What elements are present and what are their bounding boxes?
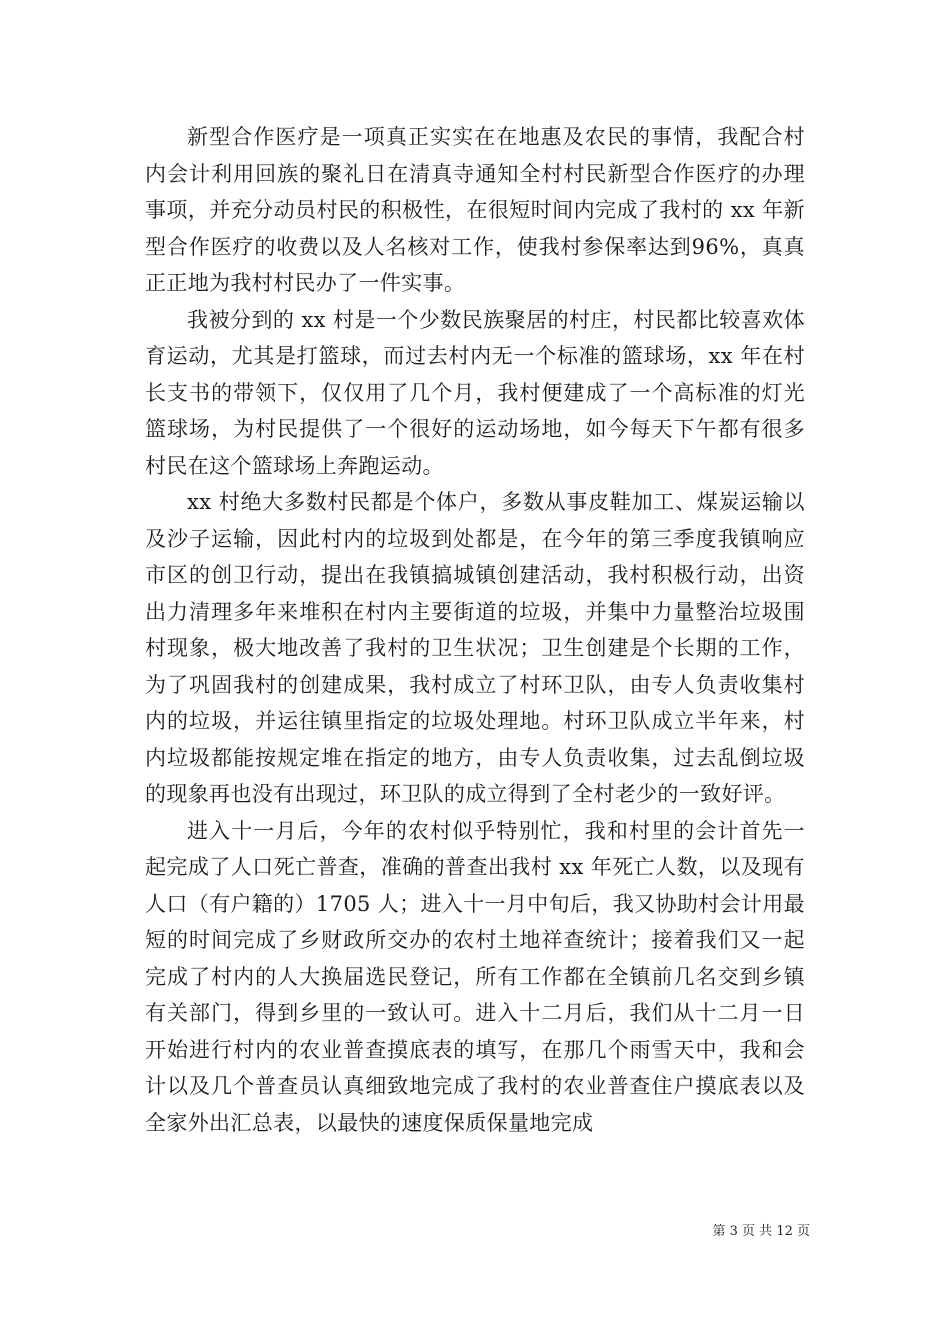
paragraph-medical-insurance: 新型合作医疗是一项真正实实在在地惠及农民的事情，我配合村内会计利用回族的聚礼日在清真寺通知全村村民新型合作医疗的办理事项，并充分动员村民的积极性，在很短时间内完成了我村的 xx 年新型合作医疗的收费以及人名核对工作，使我村参保率达到96%，真真正正地为我村村民办了一件实事。: [145, 125, 805, 295]
paragraph-sanitation: xx 村绝大多数村民都是个体户，多数从事皮鞋加工、煤炭运输以及沙子运输，因此村内的垃圾到处都是，在今年的第三季度我镇响应市区的创卫行动，提出在我镇搞城镇创建活动，我村积极行动，出资出力清理多年来堆积在村内主要街道的垃圾，并集中力量整治垃圾围村现象，极大地改善了我村的卫生状况；卫生创建是个长期的工作，为了巩固我村的创建成果，我村成立了村环卫队，由专人负责收集村内的垃圾，并运往镇里指定的垃圾处理地。村环卫队成立半年来，村内垃圾都能按规定堆在指定的地方，由专人负责收集，过去乱倒垃圾的现象再也没有出现过，环卫队的成立得到了全村老少的一致好评。: [145, 490, 805, 806]
paragraph-basketball-court: 我被分到的 xx 村是一个少数民族聚居的村庄，村民都比较喜欢体育运动，尤其是打篮球，而过去村内无一个标准的篮球场，xx 年在村长支书的带领下，仅仅用了几个月，我村便建成了一个高标准的灯光篮球场，为村民提供了一个很好的运动场地，如今每天下午都有很多村民在这个篮球场上奔跑运动。: [145, 307, 805, 478]
paragraph-census-work: 进入十一月后，今年的农村似乎特别忙，我和村里的会计首先一起完成了人口死亡普查，准确的普查出我村 xx 年死亡人数，以及现有人口（有户籍的）1705 人；进入十一月中旬后，我又协助村会计用最短的时间完成了乡财政所交办的农村土地祥查统计；接着我们又一起完成了村内的人大换届选民登记，所有工作都在全镇前几名交到乡镇有关部门，得到乡里的一致认可。进入十二月后，我们从十二月一日开始进行村内的农业普查摸底表的填写，在那几个雨雪天中，我和会计以及几个普查员认真细致地完成了我村的农业普查住户摸底表以及全家外出汇总表，以最快的速度保质保量地完成: [145, 818, 805, 1135]
page-number: 第 3 页 共 12 页: [712, 1224, 810, 1239]
document-body: [145, 119, 805, 1141]
